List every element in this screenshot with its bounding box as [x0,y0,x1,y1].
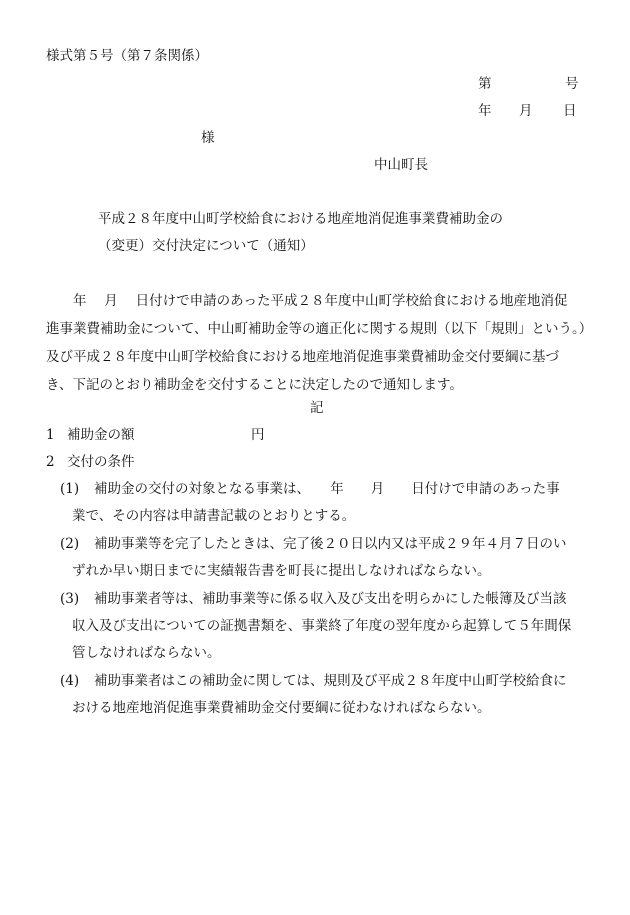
item1-number: 1 [46,427,55,443]
body-paragraph [46,287,591,399]
item2-number: 2 [46,454,55,470]
condition-line: ずれか早い期日までに実績報告書を町長に提出しなければならない。 [72,563,491,579]
doc-number-prefix: 第 [478,76,492,92]
date-month: 月 [519,103,533,119]
condition-number: (2) [60,536,80,552]
body-line: 進事業費補助金について、中山町補助金等の適正化に関する規則（以下「規則」という。） [46,321,593,337]
condition-line: 業で、その内容は申請書記載のとおりとする。 [72,508,356,524]
condition-number: (3) [60,591,80,607]
addressee-suffix: 様 [201,130,215,146]
item2-label: 交付の条件 [67,454,135,470]
date-day: 日 [563,103,577,119]
item1-label: 補助金の額 [67,427,135,443]
condition-line: 補助事業者はこの補助金に関しては、規則及び平成２８年度中山町学校給食に [94,673,567,689]
doc-number-suffix: 号 [565,76,579,92]
title-line-2: （変更）交付決定について（通知） [98,238,314,254]
condition-line: 補助事業者等は、補助事業等に係る収入及び支出を明らかにした帳簿及び当該 [94,591,567,607]
condition-number: (4) [60,673,80,689]
title-line-1: 平成２８年度中山町学校給食における地産地消促進事業費補助金の [98,211,503,227]
body-line: き、下記のとおり補助金を交付することに決定したので通知します。 [46,377,463,393]
condition-line: 補助金の交付の対象となる事業は、 年 月 日付けで申請のあった事 [94,481,560,497]
item1-unit: 円 [251,427,265,443]
condition-number: (1) [60,481,80,497]
body-line: 年 月 日付けで申請のあった平成２８年度中山町学校給食における地産地消促 [46,293,568,309]
condition-line: おける地産地消促進事業費補助金交付要綱に従わなければならない。 [72,700,491,716]
issuer: 中山町長 [374,157,428,173]
date-year: 年 [478,103,492,119]
condition-line: 管しなければならない。 [72,645,221,661]
body-line: 及び平成２８年度中山町学校給食における地産地消促進事業費補助金交付要綱に基づ [46,349,559,365]
condition-line: 収入及び支出についての証拠書類を、事業終了年度の翌年度から起算して５年間保 [72,618,572,634]
form-number: 様式第５号（第７条関係） [46,48,208,64]
ki-heading: 記 [310,400,324,416]
condition-line: 補助事業等を完了したときは、完了後２０日以内又は平成２９年４月７日のい [94,536,567,552]
